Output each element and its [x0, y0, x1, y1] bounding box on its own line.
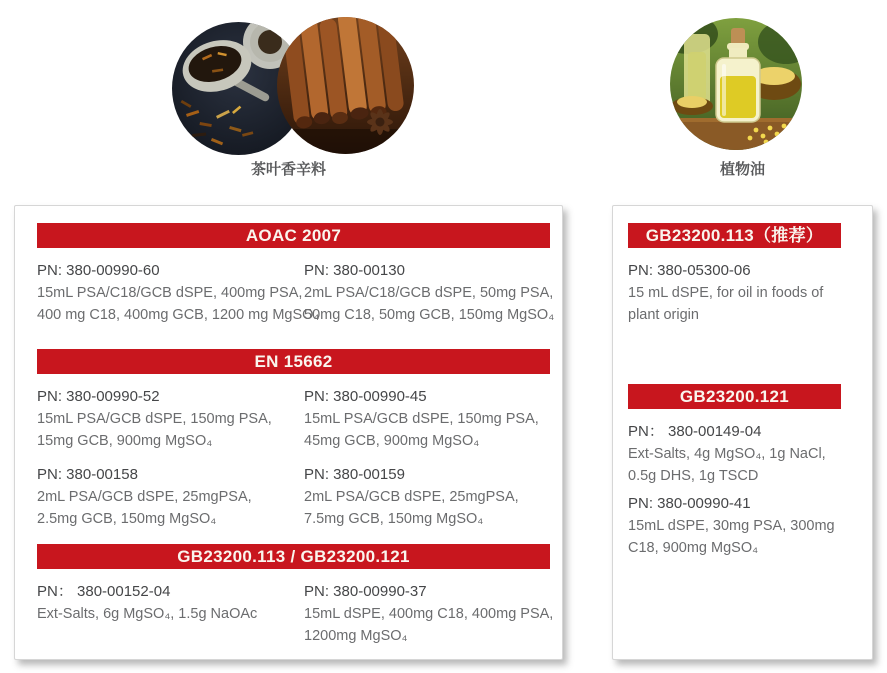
standard-header-gb23200-113-121: GB23200.113 / GB23200.121 [37, 544, 550, 569]
product-pn: PN: 380-00990-41 [628, 495, 751, 512]
cinnamon-illustration [277, 17, 414, 154]
standard-header-en-15662: EN 15662 [37, 349, 550, 374]
category-label-tea-spice: 茶叶香辛料 [250, 161, 326, 178]
product-grid [37, 386, 550, 530]
cinnamon-spice-photo [277, 17, 414, 154]
product-380-00990-60 [37, 260, 320, 326]
section-gb23200-113-121 [37, 544, 554, 647]
product-pn: PN： 380-00149-04 [628, 423, 762, 440]
product-desc-line: 15mL PSA/GCB dSPE, 150mg PSA, [304, 411, 539, 427]
product-pn: PN: 380-00990-52 [37, 388, 160, 405]
product-desc-line: 400 mg C18, 400mg GCB, 1200 mg MgSO₄ [37, 307, 320, 323]
product-desc-line: 45mg GCB, 900mg MgSO₄ [304, 433, 480, 449]
product-desc-line: 15 mL dSPE, for oil in foods of [628, 285, 824, 301]
product-desc-line: 2mL PSA/C18/GCB dSPE, 50mg PSA, [304, 285, 554, 301]
product-380-00990-52 [37, 386, 304, 452]
product-pn: PN: 380-00990-60 [37, 262, 160, 279]
product-380-05300-06 [628, 260, 860, 326]
standard-header-gb23200-113-recommended: GB23200.113（推荐） [628, 223, 841, 248]
product-pn: PN: 380-00990-37 [304, 583, 427, 600]
product-desc-line: 2.5mg GCB, 150mg MgSO₄ [37, 511, 217, 527]
section-en-15662 [37, 349, 550, 530]
tea-spice-panel [14, 205, 563, 660]
standard-header-gb23200-121: GB23200.121 [628, 384, 841, 409]
product-380-00130 [304, 260, 554, 326]
product-desc-line: 15mg GCB, 900mg MgSO₄ [37, 433, 213, 449]
product-desc-line: 15mL PSA/GCB dSPE, 150mg PSA, [37, 411, 272, 427]
product-desc-line: 7.5mg GCB, 150mg MgSO₄ [304, 511, 484, 527]
section-gb23200-113-recommended [628, 223, 860, 326]
category-label-plant-oil: 植物油 [719, 161, 765, 178]
product-pn: PN: 380-00130 [304, 262, 405, 279]
product-desc-line: 2mL PSA/GCB dSPE, 25mgPSA, [304, 489, 519, 505]
product-pn: PN: 380-00159 [304, 466, 405, 483]
product-desc-line: Ext-Salts, 6g MgSO₄, 1.5g NaOAc [37, 606, 258, 622]
product-grid [37, 260, 555, 326]
product-desc-line: plant origin [628, 307, 699, 323]
product-380-00149-04 [628, 421, 860, 487]
plant-oil-photo [670, 18, 802, 150]
standard-header-aoac-2007: AOAC 2007 [37, 223, 550, 248]
product-380-00158 [37, 464, 304, 530]
product-380-00159 [304, 464, 550, 530]
product-pn: PN: 380-05300-06 [628, 262, 751, 279]
product-pn: PN： 380-00152-04 [37, 583, 171, 600]
product-desc-line: 15mL dSPE, 30mg PSA, 300mg [628, 518, 835, 534]
product-380-00990-41 [628, 493, 860, 559]
product-pn: PN: 380-00158 [37, 466, 138, 483]
product-desc-line: 15mL PSA/C18/GCB dSPE, 400mg PSA, [37, 285, 303, 301]
star-anise [367, 109, 393, 135]
section-gb23200-121 [628, 384, 860, 559]
section-aoac-2007 [37, 223, 555, 326]
product-desc-line: Ext-Salts, 4g MgSO₄, 1g NaCl, [628, 446, 826, 462]
product-380-00990-45 [304, 386, 550, 452]
product-desc-line: C18, 900mg MgSO₄ [628, 540, 759, 556]
product-380-00152-04 [37, 581, 304, 647]
oil-bottle-illustration [670, 18, 802, 150]
product-desc-line: 1200mg MgSO₄ [304, 628, 408, 644]
product-desc-line: 2mL PSA/GCB dSPE, 25mgPSA, [37, 489, 252, 505]
product-pn: PN: 380-00990-45 [304, 388, 427, 405]
product-grid [37, 581, 554, 647]
plant-oil-panel [612, 205, 873, 660]
product-desc-line: 50mg C18, 50mg GCB, 150mg MgSO₄ [304, 307, 555, 323]
product-380-00990-37 [304, 581, 553, 647]
product-desc-line: 15mL dSPE, 400mg C18, 400mg PSA, [304, 606, 554, 622]
product-desc-line: 0.5g DHS, 1g TSCD [628, 468, 759, 484]
